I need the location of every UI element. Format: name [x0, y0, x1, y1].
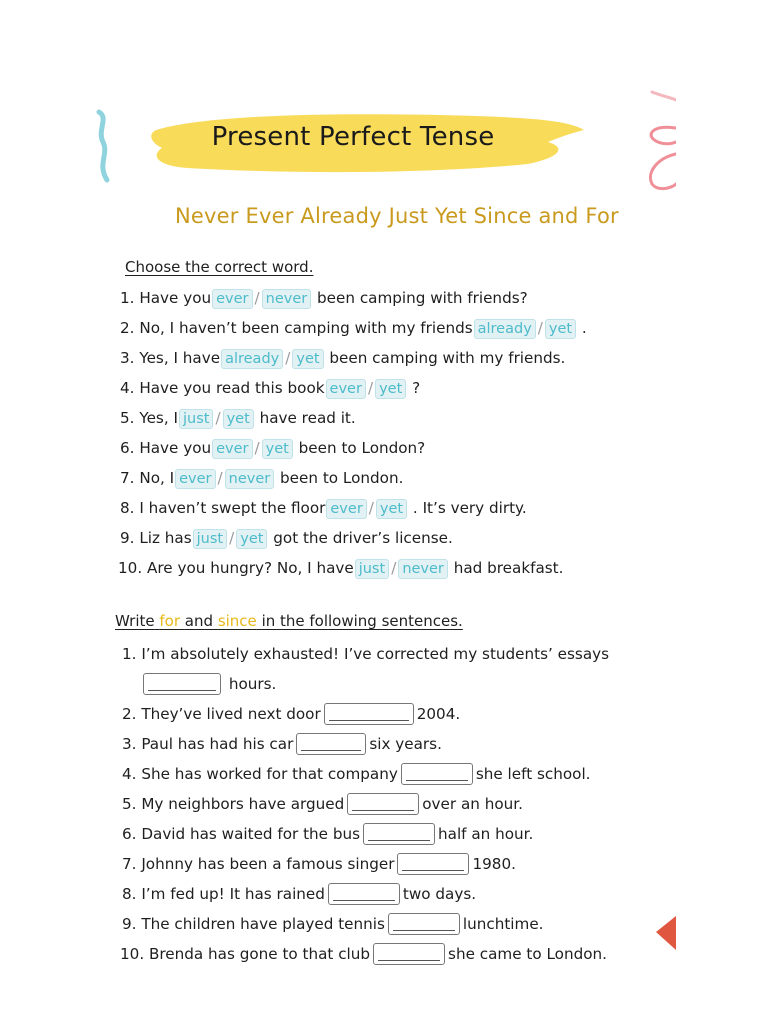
- option-2-button[interactable]: never: [262, 289, 312, 309]
- item-text-before: 3. Paul has had his car: [122, 735, 294, 753]
- option-separator: /: [229, 529, 235, 547]
- s1-item-2: [120, 317, 587, 339]
- answer-blank-5[interactable]: [347, 793, 419, 815]
- option-separator: /: [254, 439, 260, 457]
- s1-item-10: [118, 557, 563, 579]
- item-text-after: over an hour.: [422, 795, 523, 813]
- option-2-button[interactable]: yet: [375, 379, 406, 399]
- item-text-before: 2. They’ve lived next door: [122, 705, 321, 723]
- item-number: 8.: [120, 499, 135, 517]
- s2-item-8: [122, 883, 476, 905]
- item-text-after: two days.: [402, 885, 477, 903]
- item-text-before: I haven’t swept the floor: [139, 499, 326, 517]
- blue-squiggle-decoration: [95, 108, 119, 188]
- s1-item-6: [120, 437, 425, 459]
- item-text-before: 4. She has worked for that company: [122, 765, 398, 783]
- s2-item-10: [120, 943, 607, 965]
- item-number: 2.: [120, 319, 135, 337]
- heading-write: Write: [115, 612, 155, 630]
- answer-blank-6[interactable]: [363, 823, 435, 845]
- s2-item-9: [122, 913, 544, 935]
- item-number: 5.: [120, 409, 135, 427]
- item-number: 7.: [120, 469, 135, 487]
- option-2-button[interactable]: yet: [292, 349, 323, 369]
- option-1-button[interactable]: just: [193, 529, 227, 549]
- answer-blank-3[interactable]: [296, 733, 366, 755]
- item-text-after: . It’s very dirty.: [412, 499, 527, 517]
- s2-item-1-line2: [140, 673, 276, 695]
- pink-squiggle-decoration: [622, 88, 676, 196]
- answer-blank-10[interactable]: [373, 943, 445, 965]
- item-text-before: 6. David has waited for the bus: [122, 825, 361, 843]
- item-text-before: Liz has: [139, 529, 192, 547]
- item-number: 1.: [120, 289, 135, 307]
- option-2-button[interactable]: yet: [223, 409, 254, 429]
- option-1-button[interactable]: just: [179, 409, 213, 429]
- item-text-after: been camping with my friends.: [329, 349, 566, 367]
- red-triangle-decoration: [656, 916, 676, 950]
- item-text-after: been to London?: [298, 439, 426, 457]
- answer-blank-1[interactable]: [143, 673, 221, 695]
- item-text-after: six years.: [369, 735, 442, 753]
- s1-item-7: [120, 467, 403, 489]
- answer-blank-2[interactable]: [324, 703, 414, 725]
- item-text-before: Yes, I have: [139, 349, 221, 367]
- item-number: 6.: [120, 439, 135, 457]
- option-1-button[interactable]: ever: [326, 379, 366, 399]
- item-text-after: been camping with friends?: [317, 289, 528, 307]
- item-text-before: No, I haven’t been camping with my friends: [139, 319, 473, 337]
- heading-and: and: [184, 612, 214, 630]
- option-separator: /: [215, 409, 221, 427]
- s1-item-3: [120, 347, 565, 369]
- s1-item-4: [120, 377, 420, 399]
- item-number: 4.: [120, 379, 135, 397]
- option-2-button[interactable]: yet: [236, 529, 267, 549]
- item-text-before: No, I: [139, 469, 175, 487]
- item-text-after: 1980.: [472, 855, 516, 873]
- option-1-button[interactable]: ever: [175, 469, 215, 489]
- option-separator: /: [254, 289, 260, 307]
- item-text-before: 5. My neighbors have argued: [122, 795, 345, 813]
- item-text-after: been to London.: [280, 469, 404, 487]
- item-text-after: ?: [412, 379, 421, 397]
- item-text-after: 2004.: [416, 705, 461, 723]
- item-text-after: had breakfast.: [453, 559, 564, 577]
- answer-blank-7[interactable]: [397, 853, 469, 875]
- option-separator: /: [217, 469, 223, 487]
- s2-item-1-line1: 1. I’m absolutely exhausted! I’ve corrected my students’ essays: [122, 645, 610, 663]
- item-text-after: she left school.: [475, 765, 591, 783]
- item-text-before: 8. I’m fed up! It has rained: [122, 885, 325, 903]
- title-banner: [148, 108, 588, 178]
- heading-since: since: [217, 612, 257, 630]
- option-separator: /: [391, 559, 397, 577]
- item-text-after: .: [581, 319, 587, 337]
- option-2-button[interactable]: yet: [262, 439, 293, 459]
- item-number: 9.: [120, 529, 135, 547]
- s2-item-7: [122, 853, 516, 875]
- item-text-after: she came to London.: [448, 945, 607, 963]
- option-separator: /: [537, 319, 543, 337]
- section1-heading: Choose the correct word.: [125, 258, 314, 276]
- option-2-button[interactable]: never: [225, 469, 275, 489]
- item-text-before: 9. The children have played tennis: [122, 915, 385, 933]
- page-title: Present Perfect Tense: [211, 122, 495, 152]
- option-2-button[interactable]: never: [398, 559, 448, 579]
- item-text-before: Have you: [139, 439, 212, 457]
- s1-item-1: [120, 287, 528, 309]
- option-separator: /: [368, 499, 374, 517]
- section2-heading: [115, 612, 463, 630]
- item-text-before: Yes, I: [139, 409, 178, 427]
- s2-item-1-post: hours.: [228, 675, 277, 693]
- item-text-before: 10. Brenda has gone to that club: [120, 945, 371, 963]
- s2-item-5: [122, 793, 523, 815]
- answer-blank-8[interactable]: [328, 883, 400, 905]
- item-text-after: half an hour.: [438, 825, 534, 843]
- item-text-before: Have you read this book: [139, 379, 325, 397]
- option-separator: /: [367, 379, 374, 397]
- item-number: 3.: [120, 349, 135, 367]
- s2-item-3: [122, 733, 442, 755]
- answer-blank-4[interactable]: [401, 763, 473, 785]
- option-1-button[interactable]: ever: [212, 439, 252, 459]
- item-number: 10.: [118, 559, 143, 577]
- s1-item-5: [120, 407, 356, 429]
- option-2-button[interactable]: yet: [545, 319, 576, 339]
- option-1-button[interactable]: ever: [326, 499, 366, 519]
- option-separator: /: [285, 349, 291, 367]
- item-text-after: lunchtime.: [462, 915, 544, 933]
- option-2-button[interactable]: yet: [376, 499, 407, 519]
- s1-item-9: [120, 527, 453, 549]
- item-text-after: have read it.: [259, 409, 356, 427]
- option-1-button[interactable]: already: [221, 349, 283, 369]
- item-text-after: got the driver’s license.: [273, 529, 453, 547]
- heading-rest: in the following sentences.: [261, 612, 463, 630]
- option-1-button[interactable]: already: [474, 319, 536, 339]
- item-text-before: Have you: [139, 289, 212, 307]
- s2-item-6: [122, 823, 533, 845]
- option-1-button[interactable]: ever: [212, 289, 252, 309]
- s1-item-8: [120, 497, 527, 519]
- s2-item-2: [122, 703, 460, 725]
- item-text-before: 7. Johnny has been a famous singer: [122, 855, 395, 873]
- page-subtitle: Never Ever Already Just Yet Since and For: [175, 204, 619, 228]
- heading-for: for: [159, 612, 181, 630]
- s2-item-4: [122, 763, 591, 785]
- item-text-before: Are you hungry? No, I have: [146, 559, 354, 577]
- option-1-button[interactable]: just: [355, 559, 389, 579]
- answer-blank-9[interactable]: [388, 913, 460, 935]
